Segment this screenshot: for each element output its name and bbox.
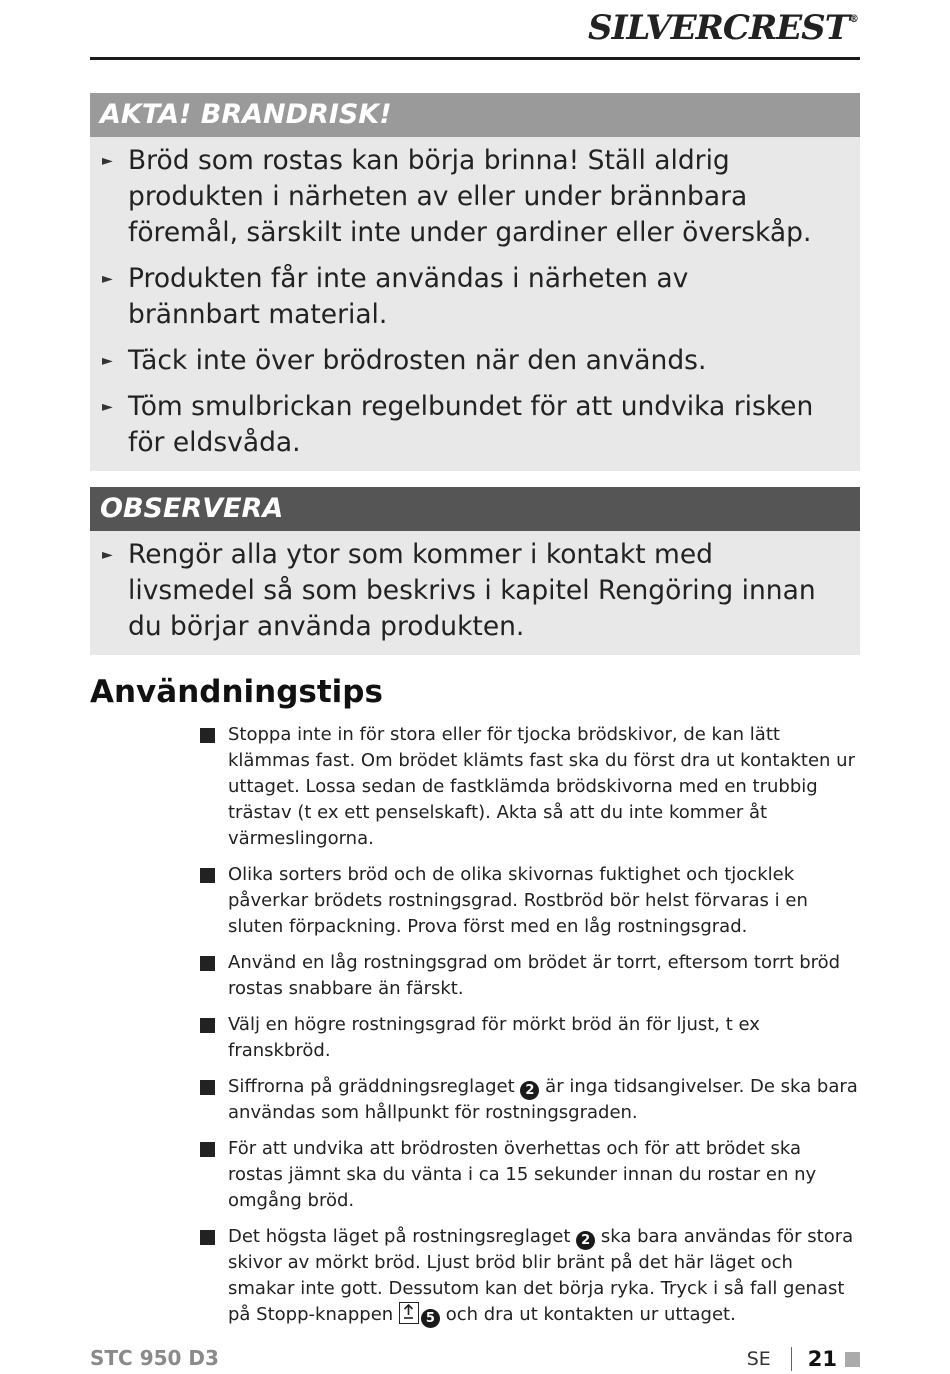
footer-page-info bbox=[747, 1346, 860, 1372]
notice-list bbox=[90, 531, 860, 645]
brand-logo bbox=[588, 8, 858, 48]
tip-item bbox=[200, 862, 860, 940]
square-bullet-icon bbox=[200, 1018, 215, 1033]
tip-item bbox=[200, 1012, 860, 1064]
list-item-text: Rengör alla ytor som kommer i kontakt med livsmedel så som beskrivs i kapitel Rengöring innan du börjar använda produkten. bbox=[128, 539, 816, 642]
tip-item bbox=[200, 1136, 860, 1214]
tip-text: För att undvika att brödrosten överhettas och för att brödet ska rostas jämnt ska du vänta i ca 15 sekunder innan du rostar en ny omgång bröd. bbox=[228, 1138, 817, 1211]
tip-item bbox=[200, 950, 860, 1002]
square-bullet-icon bbox=[200, 868, 215, 883]
tips-list bbox=[200, 722, 860, 1338]
list-item bbox=[90, 143, 820, 251]
brand-logo-text: SILVERCREST bbox=[588, 8, 849, 48]
notice-box bbox=[90, 487, 860, 655]
fire-warning-title: AKTA! BRANDRISK! bbox=[90, 93, 860, 137]
header-rule bbox=[90, 57, 860, 60]
browning-control-ref-icon: 2 bbox=[576, 1231, 595, 1250]
tip-text-part: är inga tidsangivelser. De ska bara användas som hållpunkt för rostningsgraden. bbox=[228, 1076, 858, 1123]
arrow-bullet-icon: ► bbox=[102, 547, 113, 563]
fire-warning-list bbox=[90, 137, 860, 461]
square-bullet-icon bbox=[200, 728, 215, 743]
trademark-symbol: ® bbox=[849, 14, 858, 25]
list-item bbox=[90, 537, 820, 645]
square-bullet-icon bbox=[200, 1142, 215, 1157]
tip-text: Välj en högre rostningsgrad för mörkt bröd än för ljust, t ex franskbröd. bbox=[228, 1014, 760, 1061]
tip-text: Använd en låg rostningsgrad om brödet är torrt, eftersom torrt bröd rostas snabbare än färskt. bbox=[228, 952, 841, 999]
list-item bbox=[90, 261, 820, 333]
arrow-bullet-icon: ► bbox=[102, 271, 113, 287]
tip-text: Olika sorters bröd och de olika skivornas fuktighet och tjocklek påverkar brödets rostningsgrad. Rostbröd bör helst förvaras i en sluten förpackning. Prova först med en låg rostningsgrad. bbox=[228, 864, 808, 937]
list-item-text: Töm smulbrickan regelbundet för att undvika risken för eldsvåda. bbox=[128, 391, 814, 458]
arrow-bullet-icon: ► bbox=[102, 153, 113, 169]
arrow-bullet-icon: ► bbox=[102, 399, 113, 415]
tip-item bbox=[200, 1074, 860, 1126]
tip-text: Stoppa inte in för stora eller för tjocka brödskivor, de kan lätt klämmas fast. Om brödet klämts fast ska du först dra ut kontakten ur uttaget. Lossa sedan de fastklämda brödskivorna med en trubbig trästav (t ex ett penselskaft). Akta så att du inte kommer åt värmeslingorna. bbox=[228, 724, 855, 849]
tip-item bbox=[200, 1224, 860, 1328]
tip-text-part: ska bara användas för stora skivor av mörkt bröd. Ljust bröd blir bränt på det här läget och smakar inte gott. Dessutom kan det börja ryka. Tryck i så fall genast på Stopp-knappen bbox=[228, 1226, 854, 1325]
notice-title: OBSERVERA bbox=[90, 487, 860, 531]
fire-warning-box bbox=[90, 93, 860, 471]
list-item bbox=[90, 389, 820, 461]
section-title: Användningstips bbox=[90, 674, 383, 710]
square-bullet-icon bbox=[200, 1080, 215, 1095]
browning-control-ref-icon: 2 bbox=[520, 1081, 539, 1100]
tip-item bbox=[200, 722, 860, 852]
list-item-text: Produkten får inte användas i närheten av brännbart material. bbox=[128, 263, 689, 330]
page-number: 21 bbox=[807, 1347, 837, 1371]
list-item-text: Bröd som rostas kan börja brinna! Ställ aldrig produkten i närheten av eller under brännbara föremål, särskilt inte under gardiner eller överskåp. bbox=[128, 145, 812, 248]
square-bullet-icon bbox=[200, 1230, 215, 1245]
list-item bbox=[90, 343, 820, 379]
footer-square-icon bbox=[845, 1352, 860, 1367]
list-item-text: Täck inte över brödrosten när den används. bbox=[128, 345, 707, 376]
footer-model: STC 950 D3 bbox=[90, 1346, 219, 1370]
footer-divider bbox=[791, 1347, 792, 1371]
footer-language: SE bbox=[746, 1348, 771, 1370]
stop-button-ref-icon: 5 bbox=[421, 1309, 440, 1328]
tip-text-part: och dra ut kontakten ur uttaget. bbox=[445, 1304, 736, 1325]
square-bullet-icon bbox=[200, 956, 215, 971]
tip-text-part: Det högsta läget på rostningsreglaget bbox=[228, 1226, 571, 1247]
stop-button-icon bbox=[399, 1302, 419, 1324]
tip-text-part: Siffrorna på gräddningsreglaget bbox=[228, 1076, 515, 1097]
arrow-bullet-icon: ► bbox=[102, 353, 113, 369]
